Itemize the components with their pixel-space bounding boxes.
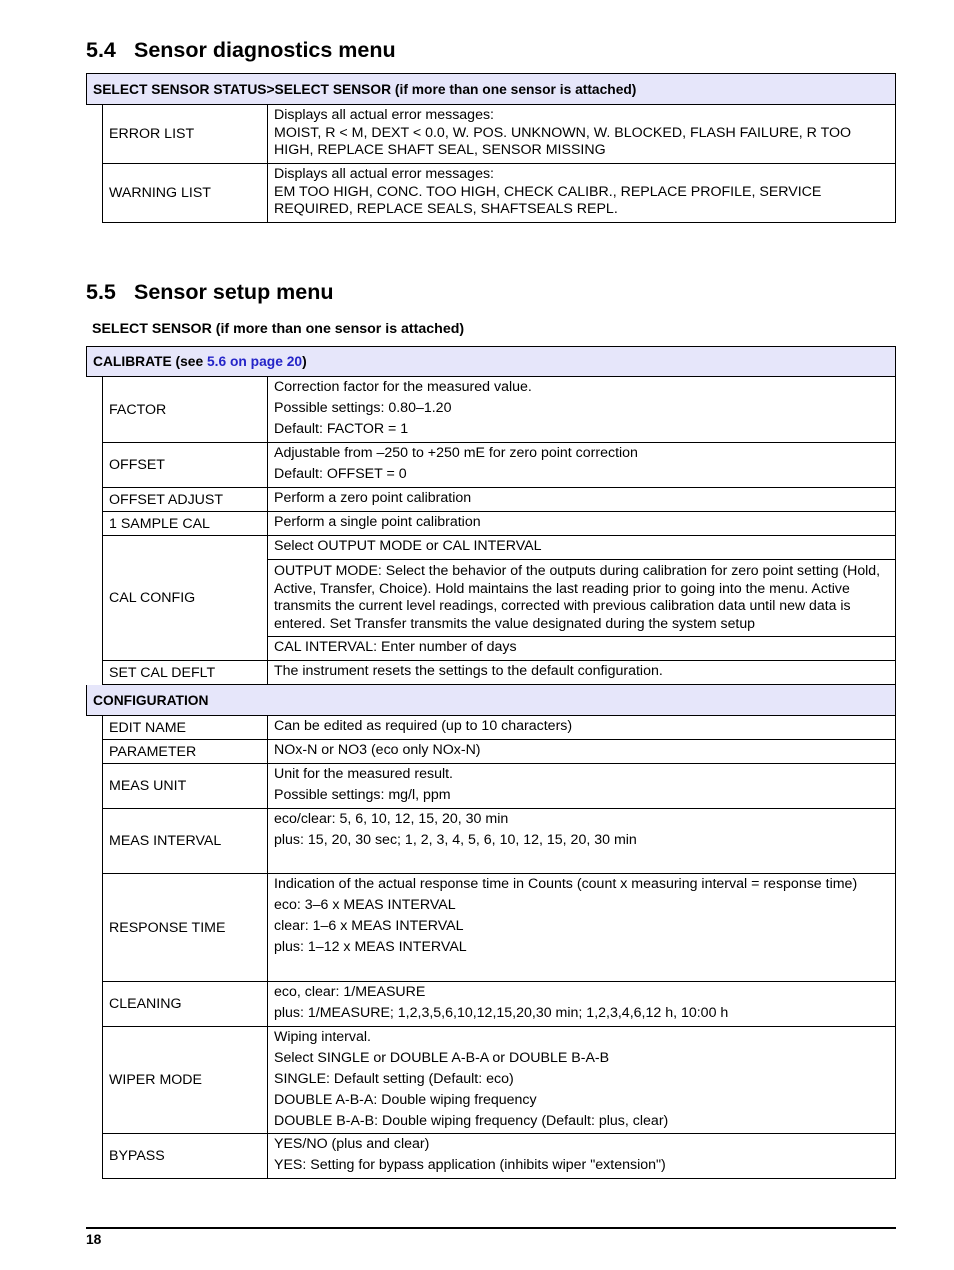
text-line: Select OUTPUT MODE or CAL INTERVAL (274, 538, 542, 554)
section-title: Sensor setup menu (134, 280, 334, 304)
text-line: Indication of the actual response time in Counts (count x measuring interval = response time) (274, 876, 858, 892)
calibrate-header-prefix: CALIBRATE (see (93, 354, 207, 369)
table-row (102, 716, 896, 740)
text-line: clear: 1–6 x MEAS INTERVAL (274, 918, 464, 934)
text-line: Can be edited as required (up to 10 characters) (274, 718, 573, 734)
sub-row (268, 536, 895, 560)
row-description (268, 740, 895, 763)
table-row (102, 809, 896, 874)
configuration-header: CONFIGURATION (86, 685, 896, 716)
row-description (268, 982, 895, 1026)
table-header: SELECT SENSOR STATUS>SELECT SENSOR (if more than one sensor is attached) (86, 73, 896, 105)
row-label: FACTOR (103, 377, 268, 442)
table-row (102, 377, 896, 443)
row-label: MEAS UNIT (103, 764, 268, 808)
footer-rule (86, 1227, 896, 1229)
row-description (268, 105, 895, 163)
text-line: eco/clear: 5, 6, 10, 12, 15, 20, 30 min (274, 811, 509, 827)
text-line: DOUBLE A-B-A: Double wiping frequency (274, 1092, 537, 1108)
sub-row (268, 637, 895, 660)
row-label: EDIT NAME (103, 716, 268, 739)
row-description (268, 164, 895, 222)
table-row (102, 764, 896, 809)
page-number: 18 (86, 1232, 102, 1247)
row-description (268, 443, 895, 487)
text-line: Wiping interval. (274, 1029, 371, 1045)
table-row (102, 105, 896, 164)
row-description (268, 874, 895, 981)
text-line: MOIST, R < M, DEXT < 0.0, W. POS. UNKNOWN, W. BLOCKED, FLASH FAILURE, R TOO (274, 124, 852, 141)
text-paragraph: OUTPUT MODE: Select the behavior of the outputs during calibration for zero point setting (Hold, Active, Transfer, Choice). Hold maintains the last reading prior to going into the menu. Active transmits the current level readings, corrected with previous calibration data until new data is entered. Set Transfer transmits the value designated during the system setup (274, 562, 881, 631)
text-line: Displays all actual error messages: (274, 107, 494, 123)
table-row (102, 512, 896, 536)
table-row (102, 740, 896, 764)
text-line: Correction factor for the measured value. (274, 379, 532, 395)
text-line: Possible settings: 0.80–1.20 (274, 400, 452, 416)
text-line: Possible settings: mg/l, ppm (274, 787, 451, 803)
row-label: SET CAL DEFLT (103, 661, 268, 684)
row-label: CAL CONFIG (103, 536, 268, 660)
text-line: Perform a zero point calibration (274, 490, 472, 506)
row-label: WIPER MODE (103, 1027, 268, 1133)
row-description (268, 488, 895, 511)
row-description (268, 809, 895, 873)
table-row (102, 536, 896, 661)
calibrate-header (86, 346, 896, 377)
table-row (102, 443, 896, 488)
text-line: REQUIRED, REPLACE SEALS, SHAFTSEALS REPL. (274, 201, 618, 217)
text-line: EM TOO HIGH, CONC. TOO HIGH, CHECK CALIBR., REPLACE PROFILE, SERVICE (274, 183, 822, 200)
row-description (268, 377, 895, 442)
text-line: YES: Setting for bypass application (inhibits wiper "extension") (274, 1157, 666, 1173)
text-line: SINGLE: Default setting (Default: eco) (274, 1071, 514, 1087)
table-row (102, 164, 896, 223)
row-label: PARAMETER (103, 740, 268, 763)
table-row (102, 1134, 896, 1179)
row-label: OFFSET (103, 443, 268, 487)
calibrate-link[interactable]: 5.6 on page 20 (206, 354, 303, 369)
text-line: plus: 1–12 x MEAS INTERVAL (274, 939, 467, 955)
row-label: OFFSET ADJUST (103, 488, 268, 511)
row-description (268, 1027, 895, 1133)
section-heading-5-5 (86, 280, 334, 305)
text-line: HIGH, REPLACE SHAFT SEAL, SENSOR MISSING (274, 142, 606, 158)
text-line: Select SINGLE or DOUBLE A-B-A or DOUBLE B-A-B (274, 1050, 610, 1066)
row-label: CLEANING (103, 982, 268, 1026)
row-description (268, 512, 895, 535)
text-line: plus: 15, 20, 30 sec; 1, 2, 3, 4, 5, 6, 10, 12, 15, 20, 30 min (274, 832, 637, 848)
text-line: YES/NO (plus and clear) (274, 1136, 430, 1152)
row-label: RESPONSE TIME (103, 874, 268, 981)
diagnostics-table (86, 73, 896, 223)
text-line: NOx-N or NO3 (eco only NOx-N) (274, 742, 481, 758)
table-row (102, 661, 896, 685)
section-heading-5-4 (86, 38, 396, 63)
text-line: The instrument resets the settings to the default configuration. (274, 663, 663, 679)
text-line: eco: 3–6 x MEAS INTERVAL (274, 897, 456, 913)
row-label: 1 SAMPLE CAL (103, 512, 268, 535)
sub-row (268, 560, 895, 637)
row-description (268, 716, 895, 739)
setup-table (86, 346, 896, 1179)
text-line: Default: FACTOR = 1 (274, 421, 409, 437)
row-label: BYPASS (103, 1134, 268, 1178)
row-label: WARNING LIST (103, 164, 268, 222)
row-label: ERROR LIST (103, 105, 268, 163)
section-number: 5.5 (86, 280, 116, 304)
section-number: 5.4 (86, 38, 116, 62)
text-line: Perform a single point calibration (274, 514, 481, 530)
text-line: DOUBLE B-A-B: Double wiping frequency (Default: plus, clear) (274, 1113, 669, 1129)
row-description (268, 536, 895, 660)
table-row (102, 1027, 896, 1134)
row-description (268, 661, 895, 684)
section-title: Sensor diagnostics menu (134, 38, 396, 62)
text-line: Displays all actual error messages: (274, 166, 494, 182)
table-row (102, 874, 896, 982)
select-sensor-label: SELECT SENSOR (if more than one sensor is attached) (92, 321, 465, 337)
text-line: Default: OFFSET = 0 (274, 466, 407, 482)
text-line: Unit for the measured result. (274, 766, 453, 782)
text-line: CAL INTERVAL: Enter number of days (274, 639, 517, 655)
calibrate-header-suffix: ) (302, 354, 307, 369)
table-row (102, 488, 896, 512)
text-line: plus: 1/MEASURE; 1,2,3,5,6,10,12,15,20,30 min; 1,2,3,4,6,12 h, 10:00 h (274, 1005, 729, 1021)
row-description (268, 764, 895, 808)
row-label: MEAS INTERVAL (103, 809, 268, 873)
table-row (102, 982, 896, 1027)
text-line: eco, clear: 1/MEASURE (274, 984, 426, 1000)
row-description (268, 1134, 895, 1178)
text-line: Adjustable from –250 to +250 mE for zero point correction (274, 445, 638, 461)
